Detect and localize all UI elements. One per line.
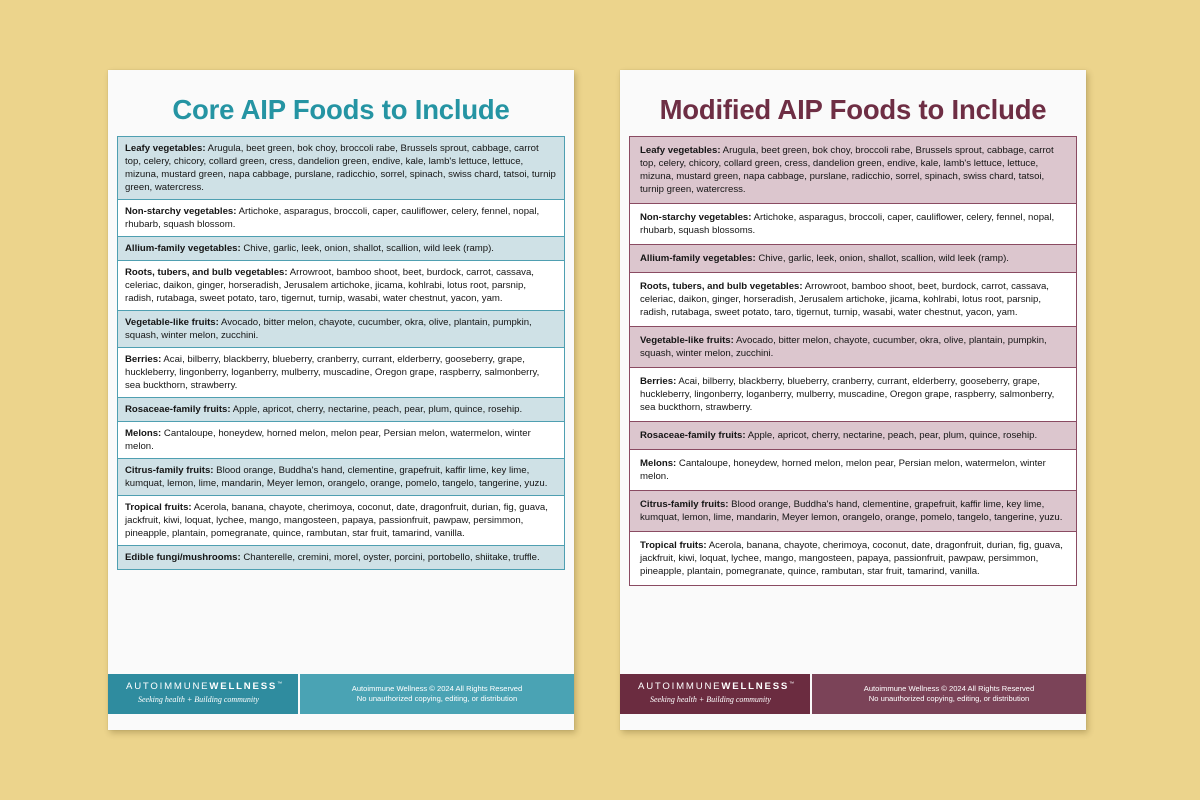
food-table bbox=[117, 136, 565, 570]
food-row bbox=[630, 368, 1076, 422]
brand-bold: WELLNESS bbox=[209, 681, 278, 692]
distribution-notice: No unauthorized copying, editing, or distribution bbox=[868, 694, 1030, 703]
sheet-footer bbox=[108, 674, 574, 714]
copyright-text: Autoimmune Wellness © 2024 All Rights Reserved bbox=[351, 684, 523, 693]
trademark-symbol: ™ bbox=[789, 681, 795, 687]
row-text: Artichoke, asparagus, broccoli, caper, cauliflower, celery, fennel, nopal, rhubarb, squash blossom. bbox=[125, 206, 540, 230]
brand-logo bbox=[108, 674, 298, 714]
row-text: Chive, garlic, leek, onion, shallot, scallion, wild leek (ramp). bbox=[240, 243, 494, 254]
food-row bbox=[118, 261, 564, 311]
row-label: Citrus-family fruits: bbox=[640, 499, 729, 510]
brand-tagline: Seeking health + Building community bbox=[138, 695, 259, 704]
food-row bbox=[630, 422, 1076, 450]
brand-wordmark bbox=[638, 681, 810, 692]
food-row bbox=[630, 245, 1076, 273]
brand-light: AUTOIMMUNE bbox=[126, 681, 210, 692]
row-text: Arrowroot, bamboo shoot, beet, burdock, carrot, cassava, celeriac, daikon, ginger, horseradish, Jerusalem artichoke, jicama, kohlrabi, lotus root, parsnip, radish, rutabaga, sweet potato, taro, tigernut, turnip, wasabi, water chestnut, yacon, yam. bbox=[640, 281, 1049, 318]
brand-bold: WELLNESS bbox=[721, 681, 790, 692]
row-text: Arrowroot, bamboo shoot, beet, burdock, carrot, cassava, celeriac, daikon, ginger, horseradish, Jerusalem artichoke, jicama, kohlrabi, lotus root, parsnip, radish, rutabaga, sweet potato, taro, tigernut, turnip, wasabi, water chestnut, yacon, yam. bbox=[125, 267, 534, 304]
brand-logo bbox=[620, 674, 810, 714]
food-row bbox=[630, 273, 1076, 327]
food-row bbox=[118, 137, 564, 200]
trademark-symbol: ™ bbox=[277, 681, 283, 687]
row-label: Berries: bbox=[125, 354, 162, 365]
sheet-footer bbox=[620, 674, 1086, 714]
food-row bbox=[118, 398, 564, 422]
row-label: Edible fungi/mushrooms: bbox=[125, 552, 241, 563]
row-text: Acai, bilberry, blackberry, blueberry, cranberry, currant, elderberry, gooseberry, grape, huckleberry, lingonberry, loganberry, mulberry, muscadine, Oregon grape, raspberry, salmonberry, sea buckthorn, strawberry. bbox=[640, 376, 1055, 413]
row-label: Non-starchy vegetables: bbox=[125, 206, 237, 217]
modified-foods-sheet bbox=[620, 70, 1086, 730]
row-text: Acai, bilberry, blackberry, blueberry, cranberry, currant, elderberry, gooseberry, grape, huckleberry, lingonberry, loganberry, mulberry, muscadine, Oregon grape, raspberry, salmonberry, sea buckthorn, strawberry. bbox=[125, 354, 540, 391]
copyright-block bbox=[812, 674, 1086, 714]
row-text: Arugula, beet green, bok choy, broccoli rabe, Brussels sprout, cabbage, carrot top, celery, chicory, collard green, cress, dandelion green, endive, kale, lamb's lettuce, lettuce, mizuna, mustard green, napa cabbage, purslane, radicchio, sorrel, spinach, swiss chard, tatsoi, turnip green, watercress. bbox=[640, 145, 1054, 195]
row-label: Vegetable-like fruits: bbox=[125, 317, 219, 328]
food-row bbox=[118, 459, 564, 496]
food-row bbox=[630, 137, 1076, 204]
brand-wordmark bbox=[126, 681, 298, 692]
row-label: Melons: bbox=[125, 428, 162, 439]
row-label: Rosaceae-family fruits: bbox=[125, 404, 231, 415]
row-text: Acerola, banana, chayote, cherimoya, coconut, date, dragonfruit, durian, fig, guava, jackfruit, kiwi, loquat, lychee, mango, mangosteen, papaya, passionfruit, pawpaw, persimmon, pineapple, plantain, pomegranate, quince, rambutan, star fruit, tamarind, vanilla. bbox=[640, 540, 1063, 577]
food-row bbox=[630, 204, 1076, 245]
row-text: Blood orange, Buddha's hand, clementine, grapefruit, kaffir lime, key lime, kumquat, lemon, lime, mandarin, Meyer lemon, orangelo, orange, pomelo, tangelo, tangerine, yuzu. bbox=[125, 465, 548, 489]
copyright-text: Autoimmune Wellness © 2024 All Rights Reserved bbox=[863, 684, 1035, 693]
row-label: Leafy vegetables: bbox=[640, 145, 721, 156]
row-label: Non-starchy vegetables: bbox=[640, 212, 752, 223]
food-row bbox=[118, 200, 564, 237]
row-text: Apple, apricot, cherry, nectarine, peach, pear, plum, quince, rosehip. bbox=[745, 430, 1038, 441]
food-row bbox=[630, 491, 1076, 532]
row-label: Leafy vegetables: bbox=[125, 143, 206, 154]
row-text: Chive, garlic, leek, onion, shallot, scallion, wild leek (ramp). bbox=[755, 253, 1009, 264]
brand-tagline: Seeking health + Building community bbox=[650, 695, 771, 704]
food-row bbox=[118, 311, 564, 348]
food-row bbox=[630, 532, 1076, 586]
row-label: Berries: bbox=[640, 376, 677, 387]
row-label: Tropical fruits: bbox=[125, 502, 192, 513]
distribution-notice: No unauthorized copying, editing, or distribution bbox=[356, 694, 518, 703]
food-row bbox=[118, 348, 564, 398]
row-text: Artichoke, asparagus, broccoli, caper, cauliflower, celery, fennel, nopal, rhubarb, squash blossoms. bbox=[640, 212, 1055, 236]
row-label: Roots, tubers, and bulb vegetables: bbox=[640, 281, 803, 292]
food-row bbox=[118, 496, 564, 546]
row-text: Acerola, banana, chayote, cherimoya, coconut, date, dragonfruit, durian, fig, guava, jackfruit, kiwi, loquat, lychee, mango, mangosteen, papaya, passionfruit, pawpaw, persimmon, pineapple, plantain, pomegranate, quince, rambutan, star fruit, tamarind, vanilla. bbox=[125, 502, 548, 539]
row-text: Arugula, beet green, bok choy, broccoli rabe, Brussels sprout, cabbage, carrot top, celery, chicory, collard green, cress, dandelion green, endive, kale, lamb's lettuce, lettuce, mizuna, mustard green, napa cabbage, purslane, radicchio, sorrel, spinach, swiss chard, tatsoi, turnip green, watercress. bbox=[125, 143, 556, 193]
sheet-title: Modified AIP Foods to Include bbox=[659, 94, 1047, 125]
row-text: Apple, apricot, cherry, nectarine, peach, pear, plum, quince, rosehip. bbox=[230, 404, 523, 415]
row-label: Allium-family vegetables: bbox=[640, 253, 756, 264]
row-label: Rosaceae-family fruits: bbox=[640, 430, 746, 441]
row-label: Citrus-family fruits: bbox=[125, 465, 214, 476]
row-text: Avocado, bitter melon, chayote, cucumber, okra, olive, plantain, pumpkin, squash, winter melon, zucchini. bbox=[125, 317, 532, 341]
core-foods-sheet bbox=[108, 70, 574, 730]
food-row bbox=[630, 327, 1076, 368]
row-label: Roots, tubers, and bulb vegetables: bbox=[125, 267, 288, 278]
row-text: Cantaloupe, honeydew, horned melon, melon pear, Persian melon, watermelon, winter melon. bbox=[125, 428, 531, 452]
food-table bbox=[629, 136, 1077, 586]
food-row bbox=[118, 237, 564, 261]
row-text: Blood orange, Buddha's hand, clementine, grapefruit, kaffir lime, key lime, kumquat, lemon, lime, mandarin, Meyer lemon, orangelo, orange, pomelo, tangelo, tangerine, yuzu. bbox=[640, 499, 1063, 523]
row-label: Allium-family vegetables: bbox=[125, 243, 241, 254]
food-row bbox=[630, 450, 1076, 491]
row-label: Vegetable-like fruits: bbox=[640, 335, 734, 346]
row-text: Cantaloupe, honeydew, horned melon, melon pear, Persian melon, watermelon, winter melon. bbox=[640, 458, 1046, 482]
row-label: Tropical fruits: bbox=[640, 540, 707, 551]
row-text: Avocado, bitter melon, chayote, cucumber, okra, olive, plantain, pumpkin, squash, winter melon, zucchini. bbox=[640, 335, 1047, 359]
sheet-title: Core AIP Foods to Include bbox=[172, 94, 510, 125]
food-row bbox=[118, 422, 564, 459]
food-row bbox=[118, 546, 564, 570]
row-label: Melons: bbox=[640, 458, 677, 469]
copyright-block bbox=[300, 674, 574, 714]
row-text: Chanterelle, cremini, morel, oyster, porcini, portobello, shiitake, truffle. bbox=[240, 552, 540, 563]
brand-light: AUTOIMMUNE bbox=[638, 681, 722, 692]
